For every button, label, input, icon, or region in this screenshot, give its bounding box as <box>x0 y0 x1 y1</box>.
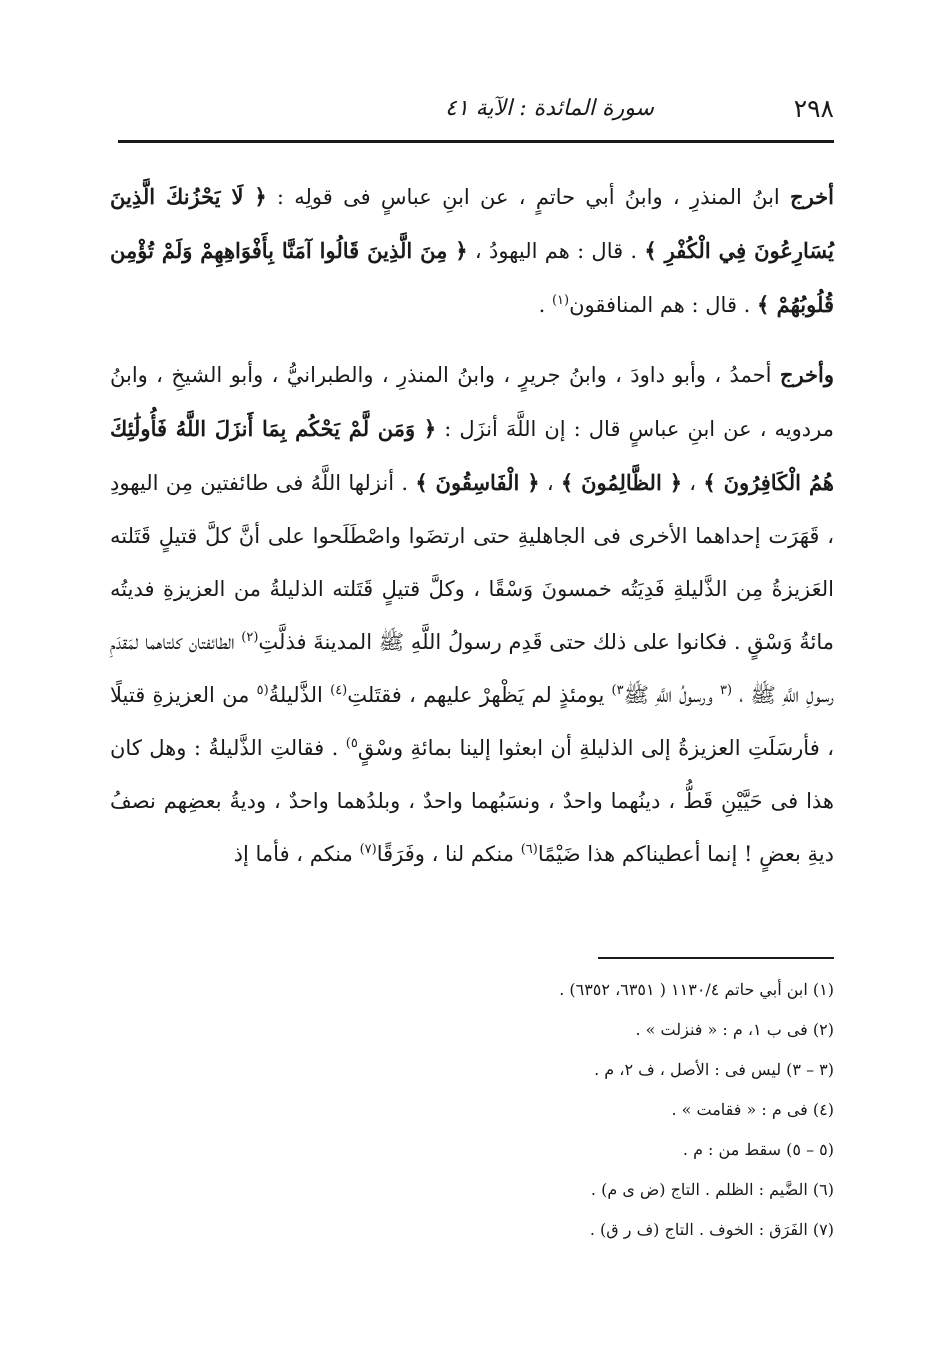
footnote-ref: (٣ <box>719 683 733 698</box>
footnote-rule <box>598 957 834 959</box>
footnote-3: (٣ – ٣) ليس فى : الأصل ، ف ٢، م . <box>594 1060 834 1079</box>
footnote-ref: (٦) <box>520 842 538 857</box>
text-run: الذَّليلةُ <box>268 683 331 707</box>
quran-quote: ﴿ الْفَاسِقُونَ ﴾ <box>415 470 540 495</box>
quran-quote: ﴿ مِنَ الَّذِينَ قَالُوا آمَنَّا بِأَفْوَاهِهِمْ وَلَمْ تُؤْمِن قُلُوبُهُمْ ﴾ <box>110 238 834 317</box>
quran-quote: ﴿ الظَّالِمُونَ ﴾ <box>560 470 683 495</box>
text-run: . قال : هم اليهودُ ، <box>467 239 645 263</box>
footnote-ref: (٥ <box>256 683 269 698</box>
footnote-4: (٤) فى م : « فقامت » . <box>671 1100 834 1119</box>
footnote-ref: (٤) <box>330 683 348 698</box>
text-run: من العزيزةِ قتيلًا ، فأرسَلَتِ العزيزةُ إلى الذليلةِ أن ابعثوا إلينا بمائةِ وسْقٍ <box>110 683 834 760</box>
text-run: . قال : هم المنافقون <box>569 293 758 317</box>
lead-word: وأخرج <box>779 362 834 387</box>
footnote-6: (٦) الضَّيم : الظلم . التاج (ض ى م) . <box>590 1180 834 1199</box>
page-number: ٢٩٨ <box>793 94 834 123</box>
text-run: ، <box>682 471 704 495</box>
text-run: يومئذٍ لم يَظْهرْ عليهم ، فقتَلتِ <box>347 683 612 707</box>
footnote-ref: ٥) <box>345 736 358 751</box>
text-run: أحمدُ ، وأبو داودَ ، وابنُ جريرٍ ، وابنُ المنذرِ ، والطبرانيُّ ، وأبو الشيخِ ، وابنُ مردويه ، عن ابنِ عباسٍ قال : إن اللَّهَ أنزَل : <box>110 363 834 441</box>
text-run: . فقالتِ الذَّليلةُ : وهل كان هذا فى حَيَّيْنِ قَطُّ ، دينُهما واحدٌ ، ونسَبُهما واحدٌ ، وبلدُهما واحدٌ ، وديةُ بعضِهم نصفُ ديةِ بعضٍ ! إنما أعطيناكم هذا ضَيْمًا <box>110 736 834 866</box>
header-rule <box>118 140 834 143</box>
footnote-ref: (٢) <box>241 630 259 645</box>
footnote-5: (٥ – ٥) سقط من : م . <box>682 1140 834 1159</box>
page-header <box>118 92 834 132</box>
text-run: الطائفتان كلتاهما لمَقدَمِ رسولِ اللَّهِ ﷺ ، <box>110 630 834 707</box>
footnotes <box>300 980 834 1260</box>
footnote-7: (٧) الفَرَق : الخوف . التاج (ف ر ق) . <box>589 1220 834 1239</box>
footnote-ref: ٣) <box>611 683 624 698</box>
text-run: ، <box>539 471 561 495</box>
lead-word: أخرج <box>790 184 834 209</box>
footnote-1: (١) ابن أبي حاتم ١١٣٠/٤ ( ٦٣٥١، ٦٣٥٢) . <box>559 980 834 999</box>
text-run: منكم لنا ، وفَرَقًا <box>376 842 521 866</box>
text-run: ابنُ المنذرِ ، وابنُ أبي حاتمٍ ، عن ابنِ عباسٍ فى قولِه : <box>266 185 791 209</box>
footnote-ref: (١) <box>551 293 570 308</box>
text-run: . أنزلها اللَّهُ فى طائفتين مِن اليهودِ ، قَهَرَت إحداهما الأخرى فى الجاهليةِ حتى ارتضَوا واصْطَلَحوا على أنَّ كلَّ قتيلٍ قَتَلته العَزيزةُ مِن الذَّليلةِ فَدِيَتُه خمسونَ وَسْقًا ، وكلَّ قتيلٍ قَتَلته الذليلةُ من العزيزةِ فديتُه مائةُ وَسْقٍ . فكانوا على ذلك حتى قَدِم رسولُ اللَّهِ ﷺ المدينةَ فذلَّتِ <box>110 471 834 654</box>
paragraph-1 <box>110 170 834 332</box>
text-run: منكم ، فأما إذ <box>233 842 360 866</box>
text-run: . <box>538 293 552 317</box>
text-run: ورسولُ اللَّهِ ﷺ <box>623 683 720 707</box>
main-text <box>110 170 834 881</box>
running-title: سورة المائدة : الآية ٤١ <box>445 96 654 121</box>
footnote-2: (٢) فى ب ١، م : « فنزلت » . <box>635 1020 834 1039</box>
footnote-ref: (٧) <box>359 842 377 857</box>
quran-quote: ﴿ لَا يَحْزُنكَ الَّذِينَ يُسَارِعُونَ فِي الْكُفْرِ ﴾ <box>110 184 834 263</box>
quran-quote: ﴿ وَمَن لَّمْ يَحْكُم بِمَا أَنزَلَ اللَّهُ فَأُولَٰئِكَ هُمُ الْكَافِرُونَ ﴾ <box>110 416 834 495</box>
paragraph-2 <box>110 348 834 881</box>
